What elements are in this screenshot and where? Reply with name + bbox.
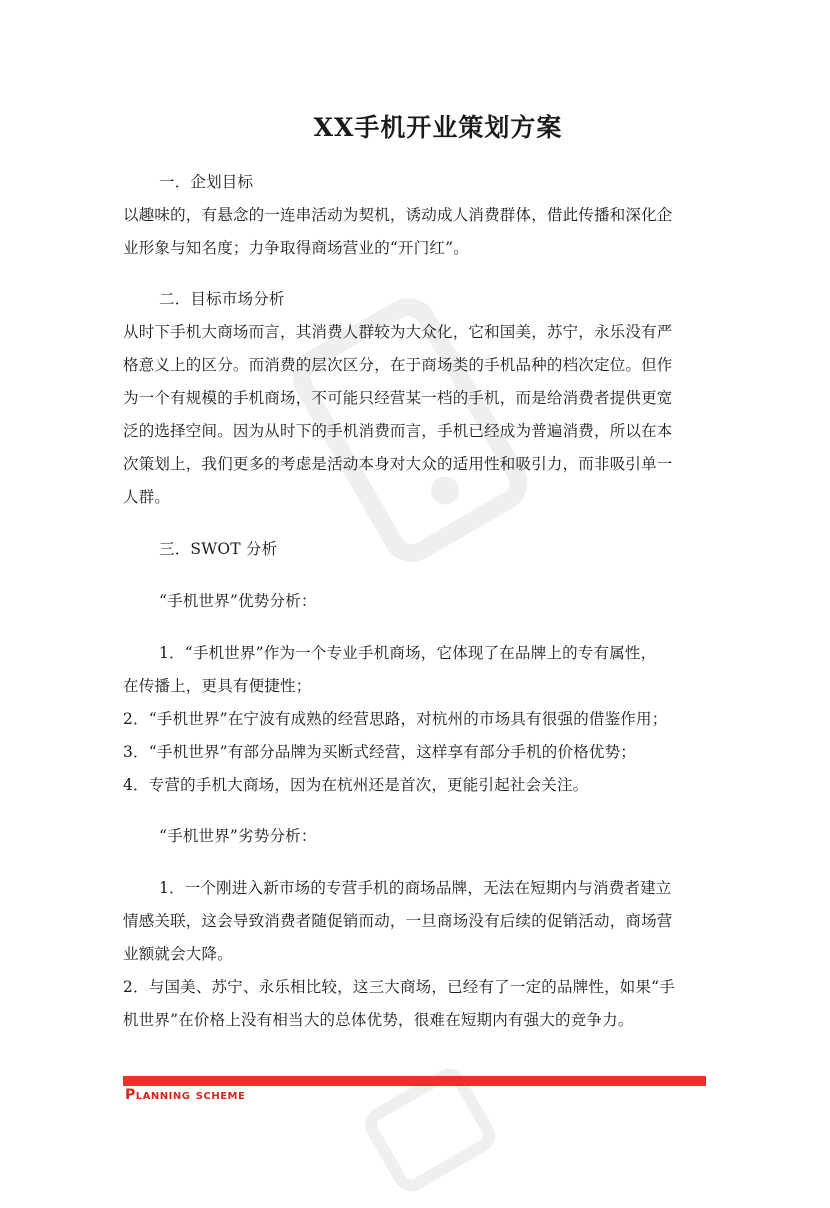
list-item: 4．专营的手机大商场，因为在杭州还是首次，更能引起社会关注。 bbox=[123, 776, 589, 794]
subsection-heading: “手机世界”优势分析： bbox=[159, 592, 317, 610]
page-title: XX手机开业策划方案 bbox=[313, 113, 563, 142]
paragraph-line: 次策划上，我们更多的考虑是活动本身对大众的适用性和吸引力，而非吸引单一 bbox=[123, 455, 673, 473]
list-item: 在传播上，更具有便捷性； bbox=[123, 677, 312, 695]
list-item: 2．“手机世界”在宁波有成熟的经营思路，对杭州的市场具有很强的借鉴作用； bbox=[123, 710, 668, 728]
paragraph-line: 以趣味的，有悬念的一连串活动为契机，诱动成人消费群体，借此传播和深化企 bbox=[123, 206, 673, 224]
list-item: 情感关联，这会导致消费者随促销而动，一旦商场没有后续的促销活动，商场营 bbox=[123, 912, 673, 930]
section-heading: 二．目标市场分析 bbox=[159, 290, 285, 308]
paragraph-line: 人群。 bbox=[123, 488, 171, 506]
footer-label: Planning scheme bbox=[125, 1087, 246, 1103]
list-item: 业额就会大降。 bbox=[123, 945, 233, 963]
list-item: 1．一个刚进入新市场的专营手机的商场品牌，无法在短期内与消费者建立 bbox=[159, 879, 672, 897]
list-item: 3．“手机世界”有部分品牌为买断式经营，这样享有部分手机的价格优势； bbox=[123, 743, 637, 761]
paragraph-line: 泛的选择空间。因为从时下的手机消费而言，手机已经成为普遍消费，所以在本 bbox=[123, 422, 673, 440]
section-heading: 一．企划目标 bbox=[159, 173, 254, 191]
footer-divider bbox=[123, 1076, 706, 1086]
subsection-heading: “手机世界”劣势分析： bbox=[159, 827, 317, 845]
list-item: 2．与国美、苏宁、永乐相比较，这三大商场，已经有了一定的品牌性，如果“手 bbox=[123, 978, 675, 996]
paragraph-line: 业形象与知名度；力争取得商场营业的“开门红”。 bbox=[123, 239, 469, 257]
paragraph-line: 格意义上的区分。而消费的层次区分，在于商场类的手机品种的档次定位。但作 bbox=[123, 356, 673, 374]
list-item: 机世界”在价格上没有相当大的总体优势，很难在短期内有强大的竞争力。 bbox=[123, 1011, 634, 1029]
paragraph-line: 为一个有规模的手机商场，不可能只经营某一档的手机，而是给消费者提供更宽 bbox=[123, 389, 673, 407]
list-item: 1．“手机世界”作为一个专业手机商场，它体现了在品牌上的专有属性， bbox=[159, 644, 657, 662]
section-heading: 三．SWOT 分析 bbox=[159, 540, 278, 558]
paragraph-line: 从时下手机大商场而言，其消费人群较为大众化，它和国美，苏宁，永乐没有严 bbox=[123, 323, 673, 341]
